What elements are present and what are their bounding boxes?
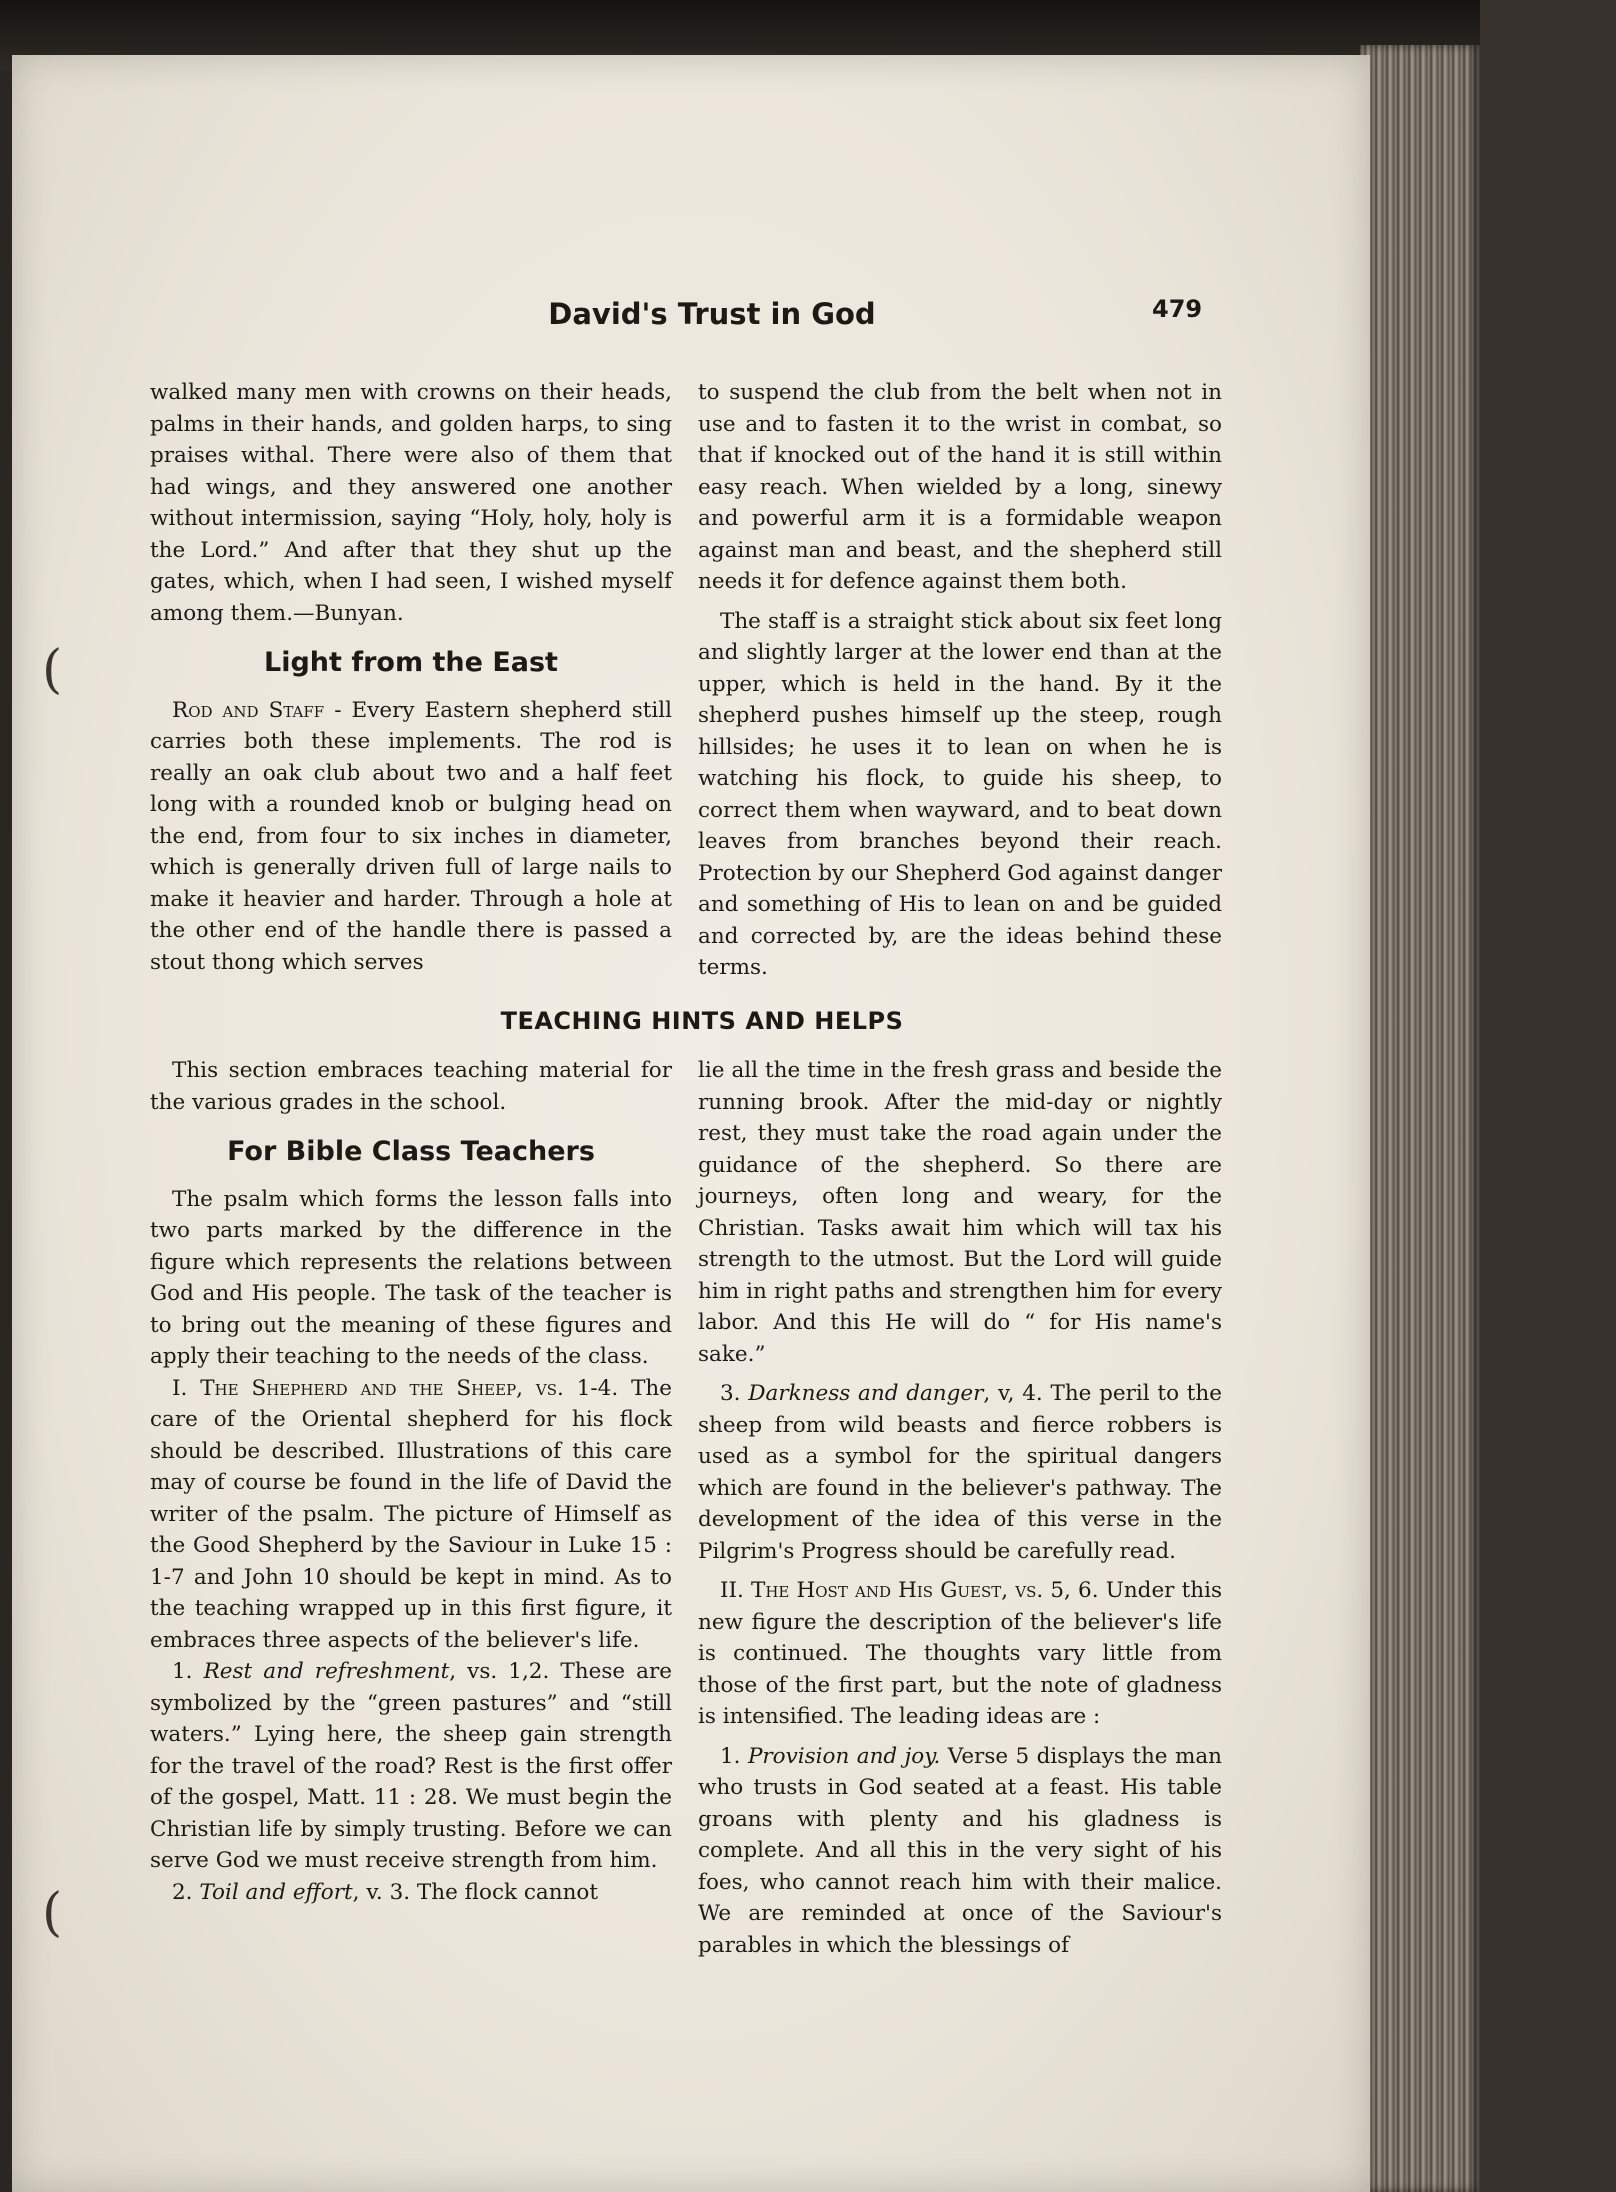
left-column-bottom (150, 1055, 672, 1908)
paragraph-lead: 3. (720, 1381, 749, 1406)
paragraph-text: , vs. 1,2. These are symbolized by the “green pastures” and “still waters.” Lying here, the sheep gain strength for the travel of the road? Rest is the first offer of the gospel, Matt. 11 : 28. We must begin the Christian life by simply trusting. Before we can serve God we must receive strength from him. (150, 1659, 672, 1873)
paragraph (698, 1741, 1222, 1962)
paragraph: lie all the time in the fresh grass and beside the running brook. After the mid-day or nightly rest, they must take the road again under the guidance of the shepherd. So there are journeys, often long and weary, for the Christian. Tasks await him which will tax his strength to the utmost. But the Lord will guide him in right paths and strengthen him for every labor. And this He will do “ for His name's sake.” (698, 1058, 1222, 1367)
paragraph-lead: 1. (172, 1659, 204, 1684)
paragraph-italic: Rest and refreshment (203, 1659, 450, 1684)
paragraph-text: , v, 4. The peril to the sheep from wild beasts and fierce robbers is used as a symbol for the spiritual dangers which are found in the believer's pathway. The development of the idea of this verse in the Pilgrim's Progress should be carefully read. (698, 1381, 1222, 1564)
paragraph-lead: 1. (720, 1743, 748, 1769)
paragraph: walked many men with crowns on their heads, palms in their hands, and golden harps, to sing praises withal. There were also of them that had wings, and they answered one another without intermission, saying “Holy, holy, holy is the Lord.” And after that they shut up the gates, which, when I had seen, I wished myself among them.—Bunyan. (150, 380, 672, 626)
paragraph: to suspend the club from the belt when not in use and to fasten it to the wrist in combat, so that if knocked out of the hand it is still within easy reach. When wielded by a long, sinewy and powerful arm it is a formidable weapon against man and beast, and the shepherd still needs it for defence against them both. (698, 380, 1222, 594)
paragraph-lead: Rod and Staff (172, 697, 325, 723)
margin-bracket-mark: ( (42, 1883, 63, 1943)
paragraph (698, 1378, 1222, 1567)
right-column-bottom (698, 1055, 1222, 1961)
paragraph (150, 1877, 672, 1909)
paragraph-text: Under this new figure the description of the believer's life is continued. The thoughts vary little from those of the first part, but the note of gladness is intensified. The leading ideas are : (698, 1578, 1223, 1729)
paragraph: This section embraces teaching material for the various grades in the school. (150, 1058, 672, 1115)
paragraph-text: Verse 5 displays the man who trusts in God seated at a feast. His table groans with plenty and his gladness is complete. And all this in the very sight of his foes, who cannot reach him with their malice. We are reminded at once of the Saviour's parables in which the blessings of (698, 1743, 1223, 1958)
paragraph: The staff is a straight stick about six feet long and slightly larger at the lower end than at the upper, which is held in the hand. By it the shepherd pushes himself up the steep, rough hillsides; he uses it to lean on when he is watching his flock, to guide his sheep, to correct them when wayward, and to beat down leaves from branches beyond their reach. Protection by our Shepherd God against danger and something of His to lean on and be guided and corrected by, are the ideas behind these terms. (698, 608, 1222, 980)
paragraph-italic: Darkness and danger (748, 1381, 984, 1406)
paragraph (150, 1373, 672, 1657)
paragraph-lead: 2. (172, 1879, 200, 1905)
section-heading-bible-class: For Bible Class Teachers (227, 1136, 595, 1167)
section-heading-teaching-hints: TEACHING HINTS AND HELPS (500, 1007, 904, 1035)
paragraph-text: , v. 3. The flock cannot (352, 1879, 599, 1905)
right-column-top (698, 377, 1222, 984)
left-column-top (150, 377, 672, 978)
paragraph-lead: I. The Shepherd and the Sheep, vs. 1-4. (172, 1375, 619, 1401)
paragraph-text: - Every Eastern shepherd still carries both these implements. The rod is really an oak club about two and a half feet long with a rounded knob or bulging head on the end, from four to six inches in diameter, which is generally driven full of large nails to make it heavier and harder. Through a hole at the other end of the handle there is passed a stout thong which serves (150, 697, 672, 975)
paragraph (150, 1656, 672, 1877)
paragraph (698, 1575, 1222, 1733)
margin-bracket-mark: ( (42, 640, 63, 700)
paragraph (150, 695, 672, 979)
section-heading-light-from-east: Light from the East (264, 647, 558, 678)
paragraph-lead: II. The Host and His Guest, vs. 5, 6. (720, 1578, 1099, 1603)
paragraph-italic: Provision and joy. (747, 1743, 941, 1769)
paragraph-text: The care of the Oriental shepherd for his flock should be described. Illustrations of this care may of course be found in the life of David the writer of the psalm. The picture of Himself as the Good Shepherd by the Saviour in Luke 15 : 1-7 and John 10 should be kept in mind. As to the teaching wrapped up in this first figure, it embraces three aspects of the believer's life. (150, 1375, 673, 1653)
book-page (12, 55, 1370, 2192)
paragraph-italic: Toil and effort (199, 1879, 353, 1905)
running-head: David's Trust in God (548, 297, 876, 331)
book-fore-edge (1360, 45, 1480, 2192)
scan-background-right (1480, 0, 1616, 2192)
page-number: 479 (1152, 295, 1203, 323)
paragraph: The psalm which forms the lesson falls into two parts marked by the difference in the figure which represents the relations between God and His people. The task of the teacher is to bring out the meaning of these figures and apply their teaching to the needs of the class. (150, 1186, 672, 1369)
